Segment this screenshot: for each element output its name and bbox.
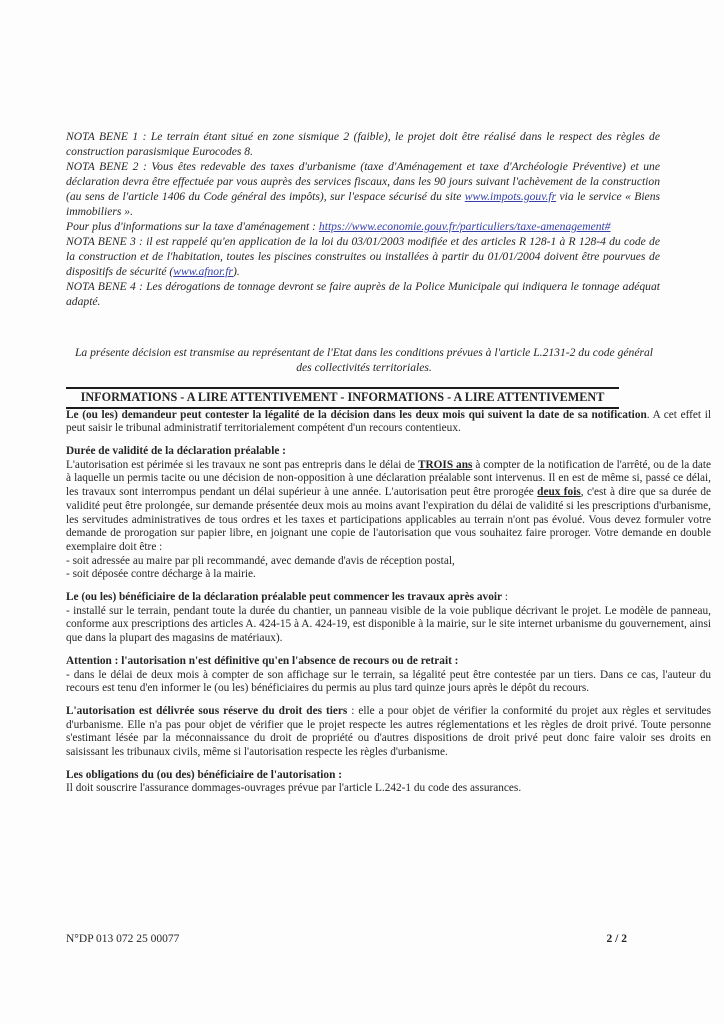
validity-text-3: , c'est à dire que sa durée de validité peut être prolongée, sur demande présentée deux mois au moins avant l'expiration du délai de validité si les prescriptions d'urbanisme, les servitudes administratives de tous ordres et les taxes et participations applicables au terrain n'ont pas évolué. Vous devez formuler votre demande de prorogation sur papier libre, en joignant une copie de l'autorisation que vous souhaitez faire proroger. Votre demande en double exemplaire doit être : — [66, 486, 711, 553]
beneficiaire-item: - installé sur le terrain, pendant toute la durée du chantier, un panneau visible de la voie publique décrivant le projet. Le modèle de panneau, conforme aux prescriptions des articles A. 424-15 à A. 424-19, est disponible à la mairie, sur le site internet urbanisme du gouvernement, ainsi que dans la plupart des magasins de matériaux). — [66, 604, 711, 645]
contest-notice-rest: . A cet effet il peut saisir le tribunal administratif territorialement compétent d'un recours contentieux. — [66, 408, 711, 435]
nota-bene-2 — [66, 159, 660, 219]
beneficiaire-title-colon: : — [502, 591, 508, 604]
droit-des-tiers-bold: L'autorisation est délivrée sous réserve du droit des tiers — [66, 704, 348, 717]
page-indicator: 2 / 2 — [606, 933, 627, 945]
obligations-title: Les obligations du (ou des) bénéficiaire de l'autorisation : — [66, 768, 342, 781]
taxe-amenagement-line — [66, 219, 660, 234]
nota-bene-3-text-end: ). — [232, 265, 240, 278]
obligations-section — [66, 769, 711, 796]
page-content — [66, 129, 712, 796]
validity-text-2: à compter de la notification de l'arrêté, ou de la date à laquelle un permis tacite ou une décision de non-opposition à une déclaration préalable sont intervenus. Il en est de même si, passé ce délai, les travaux sont interrompus pendant un délai supérieur à une année. L'autorisation peut être prorogée — [66, 458, 712, 499]
beneficiaire-title-bold: Le (ou les) bénéficiaire de la déclaration préalable peut commencer les travaux après avoir — [66, 591, 503, 604]
droit-des-tiers-rest: : elle a pour objet de vérifier la conformité du projet aux règles et servitudes d'urbanisme. Elle n'a pas pour objet de vérifier que le projet respecte les autres réglementations et les règles de droit privé. Toute personne s'estimant lésée par la méconnaissance du droit de propriété ou d'autres dispositions de droit privé peut donc faire valoir ses droits en saisissant les tribunaux civils, même si l'autorisation respecte les règles d'urbanisme. — [66, 704, 711, 759]
transmission-notice: La présente décision est transmise au représentant de l'Etat dans les conditions prévues à l'article L.2131-2 du code général des collectivités territoriales. — [74, 346, 654, 374]
validity-section — [66, 445, 711, 582]
nota-bene-4: NOTA BENE 4 : Les dérogations de tonnage devront se faire auprès de la Police Municipale qui indiquera le tonnage adéquat adapté. — [66, 280, 660, 308]
nota-bene-2-text-end: via le service « Biens immobiliers ». — [66, 190, 661, 218]
validity-deux-fois: deux fois — [537, 486, 581, 499]
validity-option-1: - soit adressée au maire par pli recommandé, avec demande d'avis de réception postal, — [66, 554, 455, 567]
droit-des-tiers-section — [66, 705, 711, 760]
taxe-amenagement-link[interactable]: https://www.economie.gouv.fr/particuliers/taxe-amenagement# — [318, 220, 611, 233]
validity-paragraph — [66, 459, 711, 555]
contest-notice-bold: Le (ou les) demandeur peut contester la légalité de la décision dans les deux mois qui suivent la date de sa notification — [66, 408, 647, 421]
nota-bene-1: NOTA BENE 1 : Le terrain étant situé en zone sismique 2 (faible), le projet doit être réalisé dans le respect des règles de construction parasismique Eurocodes 8. — [66, 130, 660, 158]
page-footer — [66, 933, 627, 945]
droit-des-tiers-paragraph — [66, 705, 711, 760]
obligations-text: Il doit souscrire l'assurance dommages-ouvrages prévue par l'article L.242-1 du code des assurances. — [66, 782, 522, 795]
beneficiaire-title — [66, 591, 711, 605]
validity-option-2: - soit déposée contre décharge à la mairie. — [66, 568, 256, 581]
taxe-amenagement-text: Pour plus d'informations sur la taxe d'aménagement : — [66, 220, 319, 233]
nota-bene-3-text: NOTA BENE 3 : il est rappelé qu'en application de la loi du 03/01/2003 modifiée et des articles R 128-1 à R 128-4 du code de la construction et de l'habitation, toutes les piscines construites ou installées à partir du 01/01/2004 doivent être pourvues de dispositifs de sécurité ( — [66, 235, 660, 278]
nota-bene-2-text: NOTA BENE 2 : Vous êtes redevable des taxes d'urbanisme (taxe d'Aménagement et taxe d'Archéologie Préventive) et une déclaration devra être effectuée par vous auprès des services fiscaux, dans les 90 jours suivant l'achèvement de la construction (au sens de l'article 1406 du Code général des impôts), sur l'espace sécurisé du site — [66, 160, 660, 203]
nota-bene-3 — [66, 234, 660, 279]
informations-header: INFORMATIONS - A LIRE ATTENTIVEMENT - INFORMATIONS - A LIRE ATTENTIVEMENT — [66, 387, 619, 409]
validity-title: Durée de validité de la déclaration préalable : — [66, 445, 286, 457]
informations-section — [66, 409, 711, 797]
validity-text-1: L'autorisation est périmée si les travaux ne sont pas entrepris dans le délai de — [66, 458, 418, 471]
validity-trois-ans: TROIS ans — [417, 458, 473, 471]
afnor-link[interactable]: www.afnor.fr — [173, 265, 233, 278]
nota-bene-section — [66, 129, 660, 309]
attention-title: Attention : l'autorisation n'est définitive qu'en l'absence de recours ou de retrait : — [66, 654, 459, 667]
impots-gouv-link[interactable]: www.impots.gouv.fr — [464, 190, 557, 203]
attention-section — [66, 655, 711, 696]
contest-notice — [66, 409, 711, 436]
attention-item: - dans le délai de deux mois à compter de son affichage sur le terrain, sa légalité peut être contestée par un tiers. Dans ce cas, l'auteur du recours est tenu d'en informer le (ou les) bénéficiaires du permis au plus tard quinze jours après le dépôt du recours. — [66, 668, 711, 695]
beneficiaire-section — [66, 591, 711, 646]
dossier-number: N°DP 013 072 25 00077 — [66, 933, 180, 945]
